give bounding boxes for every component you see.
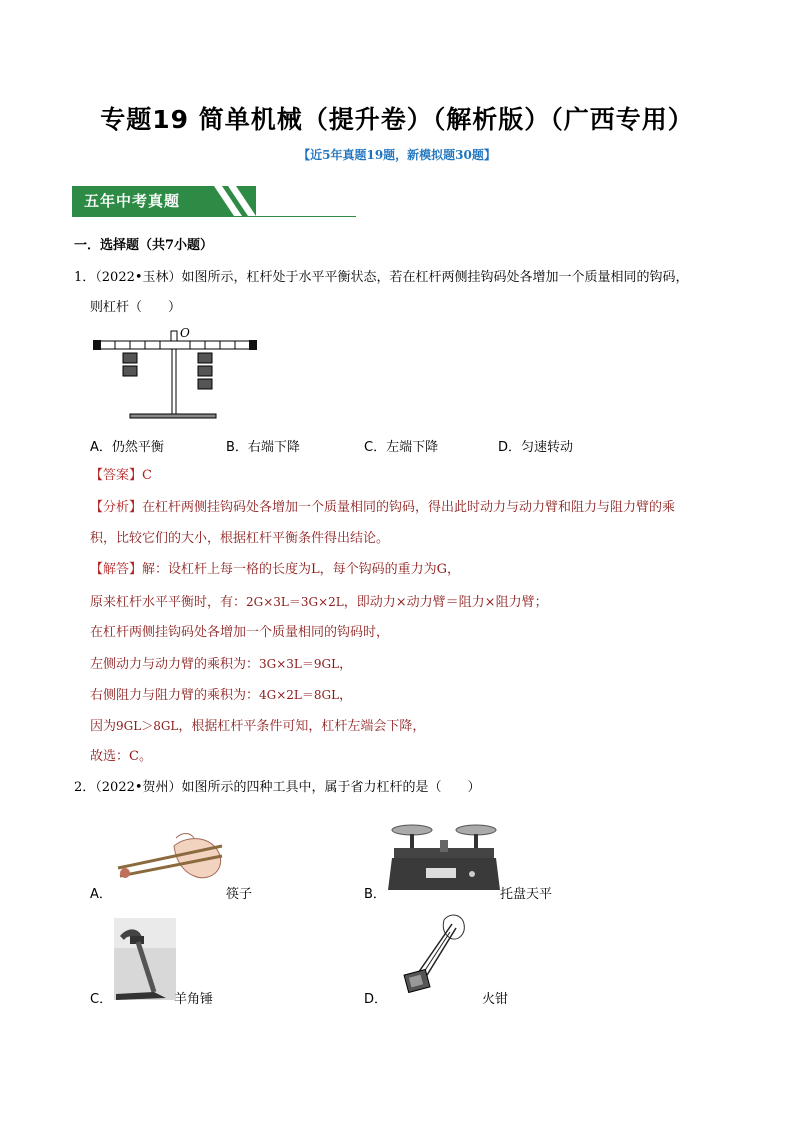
section-banner-text: 五年中考真题	[84, 192, 181, 210]
q1-stem-line1: 1．（2022•玉林）如图所示，杠杆处于水平平衡状态，若在杠杆两侧挂钩码处各增加一个质量相同的钩码，	[74, 270, 689, 285]
q1-solution-line6	[90, 716, 425, 737]
q1-analysis-line2: 积，比较它们的大小，根据杠杆平衡条件得出结论。	[90, 531, 390, 546]
lever-stand-post	[172, 340, 176, 416]
q2-option-a-letter: A．	[90, 887, 112, 902]
q1-solution-line3: 在杠杆两侧挂钩码处各增加一个质量相同的钩码时，	[90, 625, 390, 640]
left-weights	[123, 353, 137, 376]
q1-solution-line2	[90, 592, 548, 613]
solution-tag: 【解答】	[90, 562, 143, 577]
solution-text-5a: 右侧阻力与阻力臂的乘积为：	[90, 688, 260, 703]
solution-text-2a: 原来杠杆水平平衡时，有：	[90, 595, 247, 610]
q1-solution-line7: 故选：C。	[90, 749, 152, 764]
solution-text-6a: 因为	[90, 719, 117, 734]
solution-text-4c: ，	[339, 657, 353, 672]
claw-hammer-image	[114, 918, 176, 1000]
q1-option-a: A．仍然平衡	[90, 440, 164, 455]
page-subtitle: 【近5年真题19题，新模拟题30题】	[298, 148, 496, 162]
q2-option-a-label: 筷子	[226, 887, 253, 902]
lever-base	[130, 414, 216, 418]
page-title: 专题19 简单机械（提升卷）（解析版）（广西专用）	[100, 105, 694, 134]
lever-right-nut	[249, 340, 257, 350]
solution-text-6c: ，根据杠杆平条件可知，杠杆左端会下降，	[178, 719, 426, 734]
banner-stripes-icon	[206, 186, 258, 216]
solution-text-5c: ，	[339, 688, 353, 703]
q2-option-b-label: 托盘天平	[500, 887, 553, 902]
analysis-text-1: 在杠杆两侧挂钩码处各增加一个质量相同的钩码，得出此时动力与动力臂和阻力与阻力臂的乘	[142, 500, 676, 515]
q1-solution-line4	[90, 654, 352, 675]
fire-tongs-image	[398, 910, 470, 998]
solution-formula-5: 4G×2L＝8GL	[259, 688, 340, 702]
lever-pivot-block	[171, 331, 177, 341]
q2-option-d-label: 火钳	[482, 992, 509, 1007]
q2-option-c-letter: C．	[90, 992, 113, 1007]
solution-text-2c: ，即动力×动力臂＝阻力×阻力臂；	[343, 595, 548, 610]
banner-underline	[72, 216, 356, 217]
answer-value: C	[142, 468, 152, 483]
q1-option-b: B．右端下降	[226, 440, 300, 455]
solution-formula-4: 3G×3L＝9GL	[259, 657, 340, 671]
q2-option-c-label: 羊角锤	[174, 992, 214, 1007]
solution-formula-6: 9GL＞8GL	[116, 719, 179, 733]
lever-diagram	[90, 326, 262, 426]
lever-left-nut	[93, 340, 101, 350]
q2-option-b-letter: B．	[364, 887, 386, 902]
q1-option-c: C．左端下降	[364, 440, 439, 455]
q2-stem: 2．（2022•贺州）如图所示的四种工具中，属于省力杠杆的是（ ）	[74, 780, 481, 795]
solution-formula-2: 2G×3L＝3G×2L	[246, 595, 344, 609]
solution-text-4a: 左侧动力与动力臂的乘积为：	[90, 657, 260, 672]
q1-solution-line1	[90, 560, 460, 580]
right-weights	[198, 353, 212, 389]
lever-bar	[100, 341, 250, 349]
part-heading: 一．选择题（共7小题）	[74, 238, 214, 253]
balance-scale-image	[388, 818, 500, 892]
q1-option-d: D．匀速转动	[498, 440, 574, 455]
answer-tag: 【答案】	[90, 468, 143, 483]
q1-stem-line2: 则杠杆（ ）	[90, 300, 182, 315]
q1-analysis-line1	[90, 498, 675, 518]
q1-solution-line5	[90, 685, 352, 706]
chopsticks-image	[116, 832, 226, 888]
pivot-label: O	[180, 326, 190, 340]
q2-option-d-letter: D．	[364, 992, 388, 1007]
analysis-tag: 【分析】	[90, 500, 143, 515]
q1-answer	[90, 466, 152, 486]
solution-text-1: 解：设杠杆上每一格的长度为L，每个钩码的重力为G，	[142, 562, 461, 577]
